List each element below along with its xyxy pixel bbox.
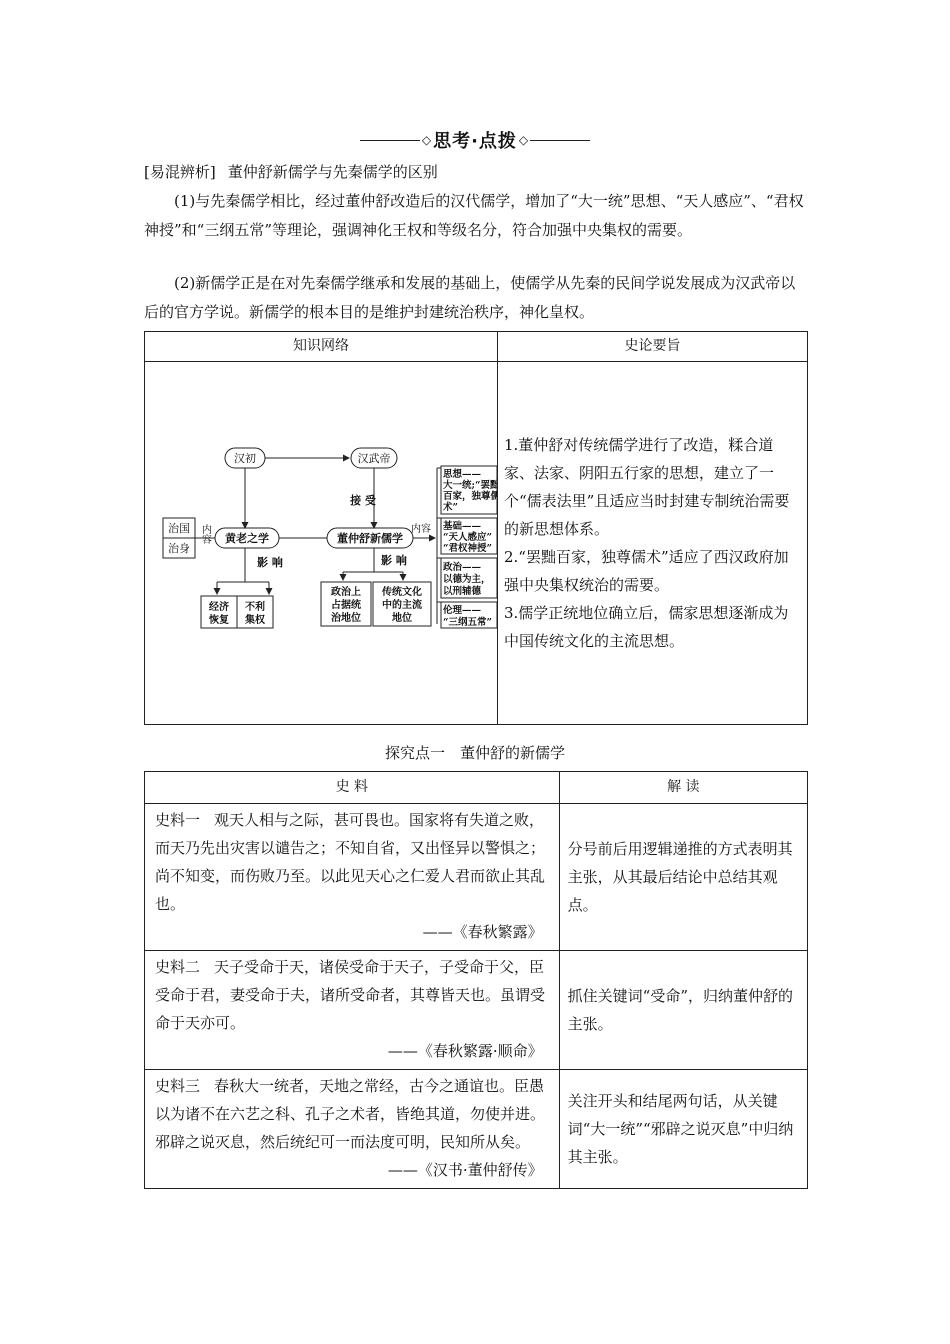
label-jieshou: 接 受 (350, 494, 376, 507)
intro-paragraph-1: (1)与先秦儒学相比，经过董仲舒改造后的汉代儒学，增加了“大一统”思想、“天人感应”、“君权神授”和“三纲五常”等理论，强调神化王权和等级名分，符合加强中央集权的需要。 (144, 192, 804, 239)
intro-heading (144, 158, 808, 187)
key-points-cell (498, 362, 808, 725)
explore-caption: 探究点一 董仲舒的新儒学 (384, 744, 565, 762)
label-zhengzhi-3: 治地位 (331, 613, 361, 624)
reading-cell: 抓住关键词“受命”，归纳董仲舒的主张。 (559, 951, 807, 1070)
label-buli-1: 不利 (245, 602, 265, 613)
diamond-icon: ◇ (421, 133, 432, 147)
header-source: 史 料 (145, 772, 560, 804)
label-jichu-3: “君权神授” (443, 543, 492, 554)
source-label: 史料二 (155, 958, 201, 976)
label-sixiang-1: 思想—— (443, 469, 482, 480)
label-zhengzhi-r2: 以德为主， (443, 574, 491, 585)
intro-paragraph-2: (2)新儒学正是在对先秦儒学继承和发展的基础上，使儒学从先秦的民间学说发展成为汉武帝以后的官方学说。新儒学的根本目的是维护封建统治秩序，神化皇权。 (144, 274, 796, 321)
section-header (0, 128, 950, 152)
key-point-3: 3.儒学正统地位确立后，儒家思想逐渐成为中国传统文化的主流思想。 (504, 604, 789, 650)
source-cell (145, 804, 560, 951)
explore-table (144, 771, 808, 1189)
source-citation: ——《汉书·董仲舒传》 (387, 1161, 543, 1179)
label-zhiguo: 治国 (168, 522, 190, 535)
source-citation: ——《春秋繁露》 (422, 923, 543, 941)
header-knowledge-network: 知识网络 (145, 332, 498, 362)
label-zhengzhi-2: 占据统 (331, 600, 361, 611)
header-reading: 解 读 (559, 772, 807, 804)
section-title: 思考·点拨 (433, 131, 517, 152)
label-yingxiang-left: 影 响 (257, 556, 283, 569)
label-neirong-left: 内容 (199, 524, 211, 544)
label-chuantong-2: 中的主流 (382, 600, 422, 611)
label-huanglao: 黄老之学 (225, 532, 269, 545)
header-rule-right (530, 140, 590, 141)
label-lunli-2: “三纲五常” (443, 617, 492, 628)
knowledge-diagram (145, 362, 497, 720)
diamond-icon: ◇ (518, 133, 529, 147)
label-buli-2: 集权 (245, 615, 265, 626)
label-zhishen: 治身 (168, 542, 190, 555)
reading-cell: 关注开头和结尾两句话，从关键词“大一统”“邪辟之说灭息”中归纳其主张。 (559, 1070, 807, 1189)
label-jingji-1: 经济 (209, 602, 229, 613)
intro-heading-text: 董仲舒新儒学与先秦儒学的区别 (227, 163, 438, 181)
table-row (145, 1070, 808, 1189)
header-rule-left (360, 140, 420, 141)
knowledge-table (144, 331, 808, 725)
source-cell (145, 951, 560, 1070)
label-yingxiang-right: 影 响 (381, 554, 407, 567)
table-row (145, 951, 808, 1070)
label-zhengzhi-r1: 政治—— (443, 562, 482, 573)
source-text: 观天人相与之际，甚可畏也。国家将有失道之败，而天乃先出灾害以谴告之；不知自省，又出怪异以警惧之；尚不知变，而伤败乃至。以此见天心之仁爱人君而欲止其乱也。 (155, 811, 546, 913)
label-jichu-1: 基础—— (443, 521, 482, 532)
source-label: 史料一 (155, 811, 201, 829)
source-cell (145, 1070, 560, 1189)
label-han-chu: 汉初 (234, 452, 256, 465)
label-zhengzhi-r3: 以刑辅德 (443, 586, 482, 597)
label-chuantong-1: 传统文化 (382, 587, 422, 598)
key-point-2: 2.“罢黜百家，独尊儒术”适应了西汉政府加强中央集权统治的需要。 (504, 548, 789, 594)
label-sixiang-2: 大一统;“罢黜 (443, 480, 497, 491)
label-neirong-right: 内容 (411, 524, 431, 535)
label-zhengzhi-1: 政治上 (331, 587, 361, 598)
source-text: 天子受命于天，诸侯受命于天子，子受命于父，臣受命于君，妻受命于夫，诸所受命者，其尊皆天也。虽谓受命于天亦可。 (155, 958, 546, 1032)
label-lunli-1: 伦理—— (443, 605, 482, 616)
source-label: 史料三 (155, 1077, 201, 1095)
key-point-1: 1.董仲舒对传统儒学进行了改造，糅合道家、法家、阴阳五行家的思想，建立了一个“儒表法里”且适应当时封建专制统治需要的新思想体系。 (504, 436, 790, 538)
label-dong-xin: 董仲舒新儒学 (337, 532, 403, 545)
intro-tag: [易混辨析] (144, 163, 216, 181)
label-jichu-2: “天人感应” (443, 532, 492, 543)
label-han-wudi: 汉武帝 (357, 452, 391, 465)
label-chuantong-3: 地位 (392, 613, 412, 624)
label-sixiang-3: 百家，独尊儒 (443, 491, 497, 502)
source-text: 春秋大一统者，天地之常经，古今之通谊也。臣愚以为诸不在六艺之科、孔子之术者，皆绝其道，勿使并进。邪辟之说灭息，然后统纪可一而法度可明，民知所从矣。 (155, 1077, 546, 1151)
reading-cell: 分号前后用逻辑递推的方式表明其主张，从其最后结论中总结其观点。 (559, 804, 807, 951)
source-citation: ——《春秋繁露·顺命》 (387, 1042, 543, 1060)
table-row (145, 804, 808, 951)
label-sixiang-4: 术” (443, 502, 458, 513)
knowledge-diagram-cell (145, 362, 498, 725)
label-jingji-2: 恢复 (209, 615, 229, 626)
header-key-points: 史论要旨 (498, 332, 808, 362)
